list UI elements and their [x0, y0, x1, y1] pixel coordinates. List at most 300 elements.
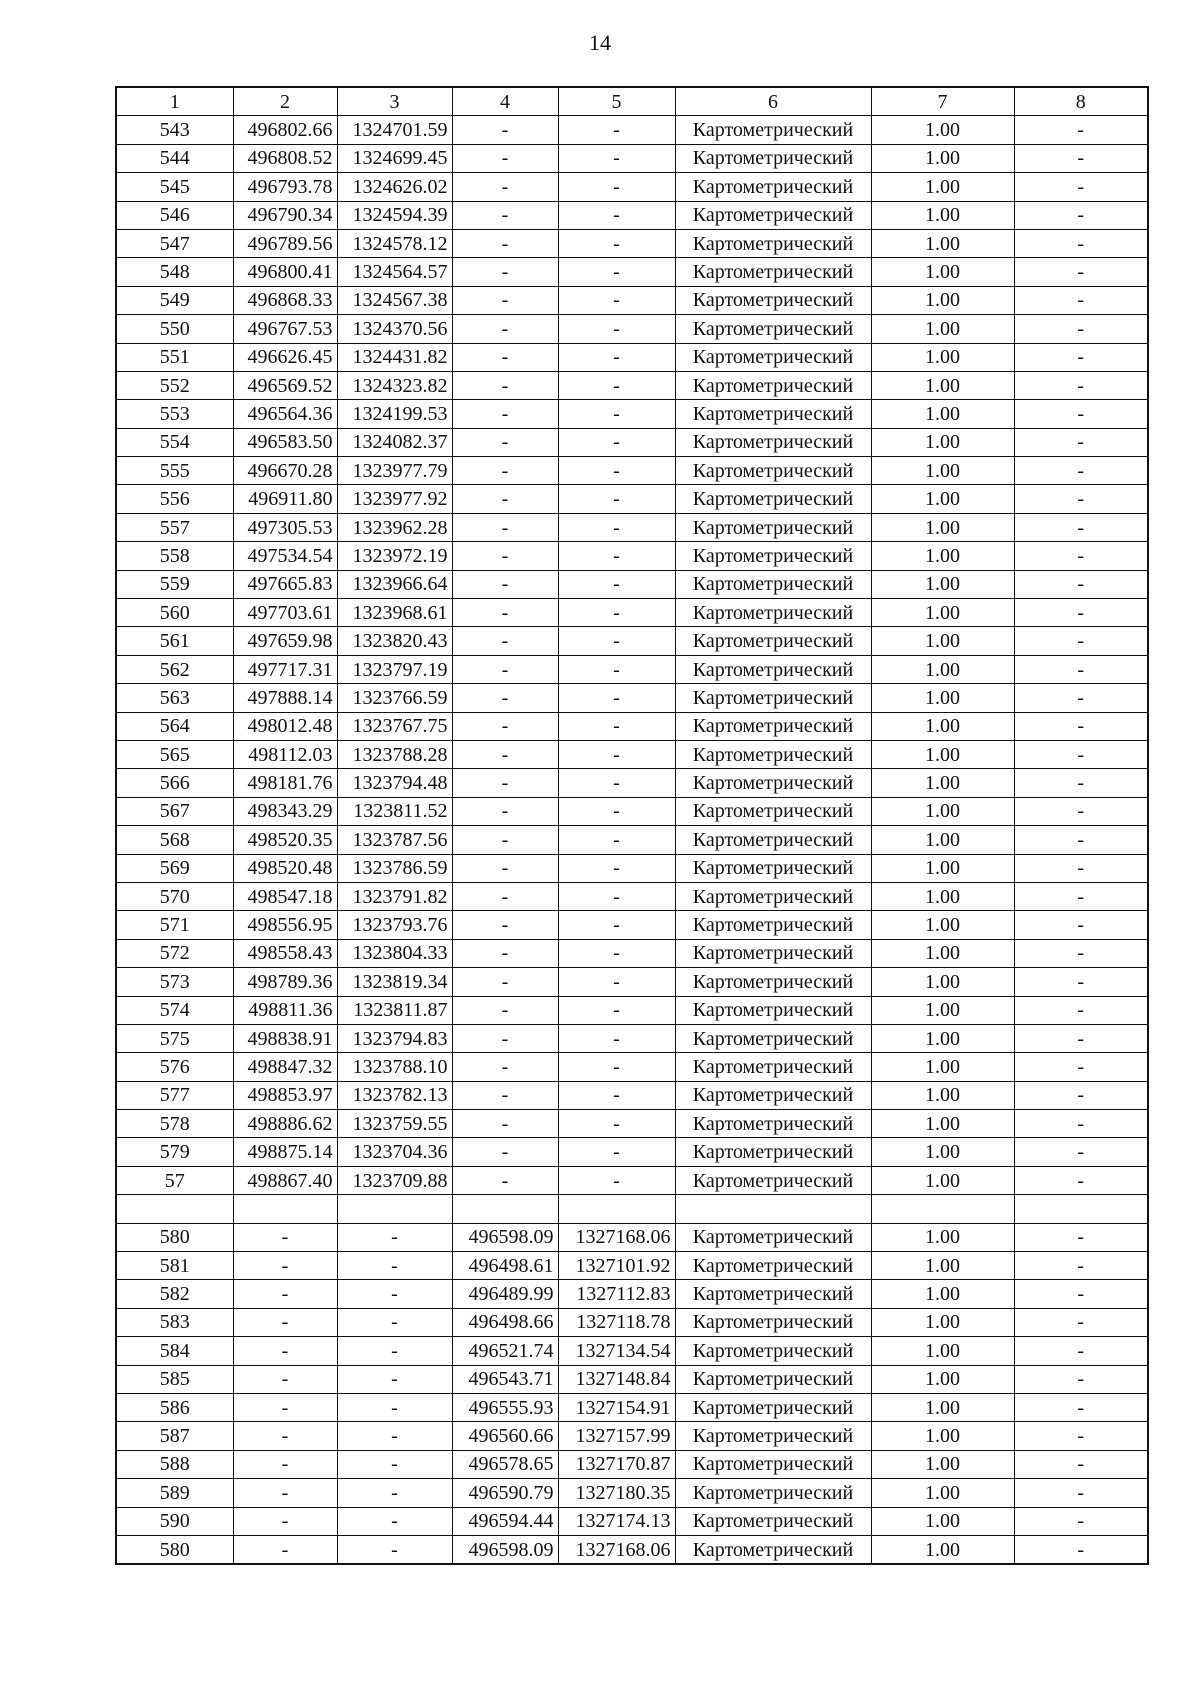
method-cell: Картометрический — [675, 1365, 871, 1393]
y-new-cell: 1327168.06 — [558, 1535, 675, 1564]
y-old-cell: - — [337, 1337, 452, 1365]
y-old-cell: 1324626.02 — [337, 173, 452, 201]
method-cell: Картометрический — [675, 1450, 871, 1478]
method-cell: Картометрический — [675, 911, 871, 939]
x-new-cell: - — [452, 173, 558, 201]
y-new-cell: 1327170.87 — [558, 1450, 675, 1478]
accuracy-cell: 1.00 — [871, 939, 1014, 967]
accuracy-cell: 1.00 — [871, 428, 1014, 456]
y-new-cell: 1327168.06 — [558, 1223, 675, 1251]
accuracy-cell: 1.00 — [871, 1223, 1014, 1251]
y-new-cell: - — [558, 428, 675, 456]
point-number-cell: 581 — [116, 1252, 233, 1280]
x-old-cell: 496911.80 — [233, 485, 337, 513]
method-cell: Картометрический — [675, 1024, 871, 1052]
table-row — [116, 882, 1148, 910]
x-new-cell: - — [452, 911, 558, 939]
description-cell: - — [1014, 1110, 1148, 1138]
x-new-cell: - — [452, 939, 558, 967]
method-cell: Картометрический — [675, 286, 871, 314]
y-old-cell: 1323794.83 — [337, 1024, 452, 1052]
accuracy-cell: 1.00 — [871, 1308, 1014, 1336]
table-row — [116, 712, 1148, 740]
y-old-cell: 1323977.92 — [337, 485, 452, 513]
table-row — [116, 1479, 1148, 1507]
accuracy-cell: 1.00 — [871, 655, 1014, 683]
y-new-cell: - — [558, 201, 675, 229]
point-number-cell: 554 — [116, 428, 233, 456]
method-cell: Картометрический — [675, 428, 871, 456]
table-row — [116, 968, 1148, 996]
table-row — [116, 1138, 1148, 1166]
description-cell: - — [1014, 911, 1148, 939]
y-old-cell: 1324370.56 — [337, 315, 452, 343]
y-new-cell: 1327154.91 — [558, 1393, 675, 1421]
table-row — [116, 1280, 1148, 1308]
accuracy-cell: 1.00 — [871, 201, 1014, 229]
accuracy-cell: 1.00 — [871, 627, 1014, 655]
point-number-cell: 565 — [116, 740, 233, 768]
method-cell: Картометрический — [675, 315, 871, 343]
table-row — [116, 599, 1148, 627]
y-new-cell: - — [558, 769, 675, 797]
accuracy-cell: 1.00 — [871, 400, 1014, 428]
description-cell: - — [1014, 1166, 1148, 1194]
column-header: 7 — [871, 87, 1014, 116]
accuracy-cell: 1.00 — [871, 144, 1014, 172]
accuracy-cell: 1.00 — [871, 343, 1014, 371]
coordinates-table — [115, 86, 1149, 1565]
y-new-cell: - — [558, 343, 675, 371]
x-old-cell: 498853.97 — [233, 1081, 337, 1109]
method-cell: Картометрический — [675, 1280, 871, 1308]
table-row — [116, 684, 1148, 712]
x-old-cell: - — [233, 1422, 337, 1450]
accuracy-cell: 1.00 — [871, 996, 1014, 1024]
description-cell: - — [1014, 116, 1148, 144]
point-number-cell: 552 — [116, 371, 233, 399]
description-cell: - — [1014, 996, 1148, 1024]
point-number-cell: 567 — [116, 797, 233, 825]
x-new-cell: - — [452, 570, 558, 598]
point-number-cell: 590 — [116, 1507, 233, 1535]
x-new-cell: - — [452, 684, 558, 712]
method-cell: Картометрический — [675, 1479, 871, 1507]
y-new-cell: - — [558, 939, 675, 967]
x-old-cell: 496789.56 — [233, 229, 337, 257]
table-row — [116, 1535, 1148, 1564]
x-old-cell: 498343.29 — [233, 797, 337, 825]
y-old-cell: 1323793.76 — [337, 911, 452, 939]
description-cell: - — [1014, 882, 1148, 910]
x-new-cell: - — [452, 627, 558, 655]
description-cell: - — [1014, 1308, 1148, 1336]
point-number-cell: 583 — [116, 1308, 233, 1336]
x-old-cell: - — [233, 1337, 337, 1365]
point-number-cell: 569 — [116, 854, 233, 882]
y-old-cell: 1324564.57 — [337, 258, 452, 286]
y-new-cell: - — [558, 144, 675, 172]
x-new-cell: - — [452, 315, 558, 343]
description-cell: - — [1014, 457, 1148, 485]
x-old-cell: 498520.48 — [233, 854, 337, 882]
table-row — [116, 1337, 1148, 1365]
table-row — [116, 1081, 1148, 1109]
accuracy-cell: 1.00 — [871, 1138, 1014, 1166]
method-cell: Картометрический — [675, 996, 871, 1024]
description-cell: - — [1014, 1450, 1148, 1478]
method-cell: Картометрический — [675, 258, 871, 286]
method-cell: Картометрический — [675, 797, 871, 825]
method-cell: Картометрический — [675, 826, 871, 854]
point-number-cell: 557 — [116, 513, 233, 541]
table-row — [116, 1450, 1148, 1478]
y-new-cell: - — [558, 542, 675, 570]
description-cell: - — [1014, 1507, 1148, 1535]
method-cell: Картометрический — [675, 939, 871, 967]
y-new-cell: 1327180.35 — [558, 1479, 675, 1507]
method-cell: Картометрический — [675, 371, 871, 399]
method-cell: Картометрический — [675, 343, 871, 371]
table-row — [116, 1223, 1148, 1251]
accuracy-cell: 1.00 — [871, 258, 1014, 286]
table-row — [116, 655, 1148, 683]
description-cell: - — [1014, 1479, 1148, 1507]
x-old-cell: 497703.61 — [233, 599, 337, 627]
accuracy-cell: 1.00 — [871, 570, 1014, 598]
y-old-cell: - — [337, 1535, 452, 1564]
description-cell: - — [1014, 513, 1148, 541]
point-number-cell: 556 — [116, 485, 233, 513]
accuracy-cell: 1.00 — [871, 1450, 1014, 1478]
method-cell: Картометрический — [675, 655, 871, 683]
point-number-cell: 548 — [116, 258, 233, 286]
x-old-cell: - — [233, 1223, 337, 1251]
y-old-cell: - — [337, 1252, 452, 1280]
y-new-cell: 1327148.84 — [558, 1365, 675, 1393]
method-cell: Картометрический — [675, 769, 871, 797]
table-row — [116, 457, 1148, 485]
table-row — [116, 513, 1148, 541]
y-new-cell: - — [558, 116, 675, 144]
y-old-cell: 1323962.28 — [337, 513, 452, 541]
description-cell: - — [1014, 968, 1148, 996]
method-cell: Картометрический — [675, 229, 871, 257]
point-number-cell: 579 — [116, 1138, 233, 1166]
point-number-cell: 550 — [116, 315, 233, 343]
point-number-cell: 553 — [116, 400, 233, 428]
description-cell: - — [1014, 1024, 1148, 1052]
y-new-cell: - — [558, 1081, 675, 1109]
method-cell: Картометрический — [675, 968, 871, 996]
description-cell: - — [1014, 1393, 1148, 1421]
table-row — [116, 400, 1148, 428]
x-new-cell: - — [452, 144, 558, 172]
x-old-cell — [233, 1195, 337, 1223]
description-cell: - — [1014, 1535, 1148, 1564]
accuracy-cell: 1.00 — [871, 1081, 1014, 1109]
point-number-cell: 573 — [116, 968, 233, 996]
x-new-cell: - — [452, 797, 558, 825]
x-new-cell: 496498.66 — [452, 1308, 558, 1336]
y-new-cell: 1327134.54 — [558, 1337, 675, 1365]
y-old-cell: 1323704.36 — [337, 1138, 452, 1166]
y-old-cell: 1323788.28 — [337, 740, 452, 768]
point-number-cell: 558 — [116, 542, 233, 570]
accuracy-cell: 1.00 — [871, 371, 1014, 399]
x-new-cell: - — [452, 968, 558, 996]
y-old-cell: 1324567.38 — [337, 286, 452, 314]
x-old-cell: - — [233, 1365, 337, 1393]
x-new-cell: 496521.74 — [452, 1337, 558, 1365]
y-old-cell: 1323968.61 — [337, 599, 452, 627]
method-cell: Картометрический — [675, 1138, 871, 1166]
description-cell: - — [1014, 740, 1148, 768]
x-old-cell: 497534.54 — [233, 542, 337, 570]
description-cell: - — [1014, 400, 1148, 428]
x-old-cell: - — [233, 1280, 337, 1308]
x-new-cell: - — [452, 655, 558, 683]
accuracy-cell: 1.00 — [871, 684, 1014, 712]
x-old-cell: 498811.36 — [233, 996, 337, 1024]
y-old-cell: 1324699.45 — [337, 144, 452, 172]
x-new-cell: - — [452, 712, 558, 740]
x-new-cell: - — [452, 740, 558, 768]
description-cell: - — [1014, 371, 1148, 399]
point-number-cell: 559 — [116, 570, 233, 598]
x-new-cell: 496555.93 — [452, 1393, 558, 1421]
accuracy-cell: 1.00 — [871, 1365, 1014, 1393]
table-row — [116, 201, 1148, 229]
x-old-cell: 498789.36 — [233, 968, 337, 996]
y-old-cell: 1324578.12 — [337, 229, 452, 257]
accuracy-cell: 1.00 — [871, 1252, 1014, 1280]
x-new-cell: - — [452, 1110, 558, 1138]
description-cell: - — [1014, 939, 1148, 967]
table-row — [116, 173, 1148, 201]
y-old-cell: 1323709.88 — [337, 1166, 452, 1194]
description-cell: - — [1014, 201, 1148, 229]
y-old-cell: 1324701.59 — [337, 116, 452, 144]
y-old-cell: 1323972.19 — [337, 542, 452, 570]
description-cell: - — [1014, 343, 1148, 371]
x-new-cell: 496560.66 — [452, 1422, 558, 1450]
x-old-cell: - — [233, 1535, 337, 1564]
table-row — [116, 542, 1148, 570]
y-new-cell: - — [558, 797, 675, 825]
method-cell: Картометрический — [675, 1081, 871, 1109]
y-old-cell: 1323759.55 — [337, 1110, 452, 1138]
y-new-cell: - — [558, 1110, 675, 1138]
x-new-cell: - — [452, 371, 558, 399]
point-number-cell: 568 — [116, 826, 233, 854]
x-new-cell: - — [452, 769, 558, 797]
column-header: 5 — [558, 87, 675, 116]
point-number-cell: 563 — [116, 684, 233, 712]
method-cell: Картометрический — [675, 1393, 871, 1421]
table-row — [116, 428, 1148, 456]
x-new-cell: - — [452, 343, 558, 371]
y-new-cell: - — [558, 229, 675, 257]
method-cell: Картометрический — [675, 1252, 871, 1280]
y-new-cell: - — [558, 599, 675, 627]
point-number-cell: 582 — [116, 1280, 233, 1308]
point-number-cell: 578 — [116, 1110, 233, 1138]
accuracy-cell: 1.00 — [871, 1280, 1014, 1308]
point-number-cell: 570 — [116, 882, 233, 910]
description-cell: - — [1014, 542, 1148, 570]
x-new-cell: - — [452, 1166, 558, 1194]
accuracy-cell: 1.00 — [871, 1535, 1014, 1564]
y-old-cell: 1323788.10 — [337, 1053, 452, 1081]
x-new-cell — [452, 1195, 558, 1223]
point-number-cell: 580 — [116, 1223, 233, 1251]
description-cell: - — [1014, 485, 1148, 513]
y-old-cell: 1323787.56 — [337, 826, 452, 854]
point-number-cell: 545 — [116, 173, 233, 201]
method-cell: Картометрический — [675, 599, 871, 627]
y-old-cell: 1323811.87 — [337, 996, 452, 1024]
y-new-cell: - — [558, 485, 675, 513]
method-cell: Картометрический — [675, 1422, 871, 1450]
y-old-cell: - — [337, 1365, 452, 1393]
x-new-cell: - — [452, 201, 558, 229]
accuracy-cell: 1.00 — [871, 797, 1014, 825]
x-old-cell: 498181.76 — [233, 769, 337, 797]
y-new-cell: 1327118.78 — [558, 1308, 675, 1336]
method-cell: Картометрический — [675, 712, 871, 740]
y-new-cell: - — [558, 513, 675, 541]
x-new-cell: - — [452, 116, 558, 144]
y-old-cell: - — [337, 1308, 452, 1336]
table-row — [116, 286, 1148, 314]
point-number-cell: 544 — [116, 144, 233, 172]
description-cell: - — [1014, 1138, 1148, 1166]
x-new-cell: - — [452, 258, 558, 286]
method-cell: Картометрический — [675, 1053, 871, 1081]
x-old-cell: 497888.14 — [233, 684, 337, 712]
point-number-cell: 555 — [116, 457, 233, 485]
y-new-cell: 1327157.99 — [558, 1422, 675, 1450]
accuracy-cell: 1.00 — [871, 769, 1014, 797]
accuracy-cell: 1.00 — [871, 1166, 1014, 1194]
table-row — [116, 939, 1148, 967]
description-cell: - — [1014, 1252, 1148, 1280]
x-old-cell: 496626.45 — [233, 343, 337, 371]
point-number-cell: 543 — [116, 116, 233, 144]
description-cell: - — [1014, 1337, 1148, 1365]
x-new-cell: - — [452, 826, 558, 854]
column-header: 8 — [1014, 87, 1148, 116]
description-cell: - — [1014, 1280, 1148, 1308]
point-number-cell: 564 — [116, 712, 233, 740]
y-old-cell: 1323804.33 — [337, 939, 452, 967]
description-cell: - — [1014, 854, 1148, 882]
description-cell: - — [1014, 769, 1148, 797]
method-cell: Картометрический — [675, 400, 871, 428]
method-cell: Картометрический — [675, 1507, 871, 1535]
table-row — [116, 1308, 1148, 1336]
method-cell: Картометрический — [675, 740, 871, 768]
y-new-cell: - — [558, 968, 675, 996]
description-cell: - — [1014, 144, 1148, 172]
table-row — [116, 1024, 1148, 1052]
x-old-cell: 496564.36 — [233, 400, 337, 428]
table-row — [116, 116, 1148, 144]
x-old-cell: 498867.40 — [233, 1166, 337, 1194]
accuracy-cell: 1.00 — [871, 286, 1014, 314]
y-old-cell: 1323966.64 — [337, 570, 452, 598]
accuracy-cell: 1.00 — [871, 882, 1014, 910]
y-old-cell: 1323819.34 — [337, 968, 452, 996]
accuracy-cell: 1.00 — [871, 599, 1014, 627]
y-new-cell: - — [558, 854, 675, 882]
y-old-cell: 1324431.82 — [337, 343, 452, 371]
accuracy-cell: 1.00 — [871, 1393, 1014, 1421]
accuracy-cell: 1.00 — [871, 457, 1014, 485]
accuracy-cell: 1.00 — [871, 854, 1014, 882]
y-new-cell: - — [558, 627, 675, 655]
y-old-cell: - — [337, 1479, 452, 1507]
accuracy-cell: 1.00 — [871, 513, 1014, 541]
y-old-cell: 1323766.59 — [337, 684, 452, 712]
y-new-cell: - — [558, 996, 675, 1024]
accuracy-cell: 1.00 — [871, 116, 1014, 144]
point-number-cell: 547 — [116, 229, 233, 257]
x-old-cell: 498875.14 — [233, 1138, 337, 1166]
x-new-cell: - — [452, 485, 558, 513]
x-new-cell: - — [452, 882, 558, 910]
x-old-cell: 498847.32 — [233, 1053, 337, 1081]
point-number-cell: 551 — [116, 343, 233, 371]
y-old-cell: 1324594.39 — [337, 201, 452, 229]
table-header-row — [116, 87, 1148, 116]
point-number-cell: 546 — [116, 201, 233, 229]
description-cell: - — [1014, 826, 1148, 854]
method-cell: Картометрический — [675, 144, 871, 172]
method-cell: Картометрический — [675, 684, 871, 712]
y-new-cell: - — [558, 400, 675, 428]
point-number-cell: 585 — [116, 1365, 233, 1393]
description-cell: - — [1014, 428, 1148, 456]
y-old-cell: 1323977.79 — [337, 457, 452, 485]
y-new-cell: 1327112.83 — [558, 1280, 675, 1308]
x-old-cell: 496767.53 — [233, 315, 337, 343]
description-cell: - — [1014, 712, 1148, 740]
x-old-cell: 496793.78 — [233, 173, 337, 201]
x-old-cell: 498558.43 — [233, 939, 337, 967]
method-cell: Картометрический — [675, 1223, 871, 1251]
y-old-cell: 1324082.37 — [337, 428, 452, 456]
method-cell: Картометрический — [675, 627, 871, 655]
point-number-cell: 566 — [116, 769, 233, 797]
point-number-cell: 587 — [116, 1422, 233, 1450]
y-new-cell: - — [558, 712, 675, 740]
description-cell: - — [1014, 1223, 1148, 1251]
table-row — [116, 1195, 1148, 1223]
description-cell: - — [1014, 627, 1148, 655]
x-new-cell: - — [452, 1024, 558, 1052]
y-old-cell — [337, 1195, 452, 1223]
y-new-cell: - — [558, 173, 675, 201]
column-header: 6 — [675, 87, 871, 116]
x-old-cell: - — [233, 1450, 337, 1478]
x-new-cell: 496598.09 — [452, 1535, 558, 1564]
y-new-cell: - — [558, 315, 675, 343]
method-cell: Картометрический — [675, 513, 871, 541]
table-row — [116, 797, 1148, 825]
y-old-cell: - — [337, 1450, 452, 1478]
